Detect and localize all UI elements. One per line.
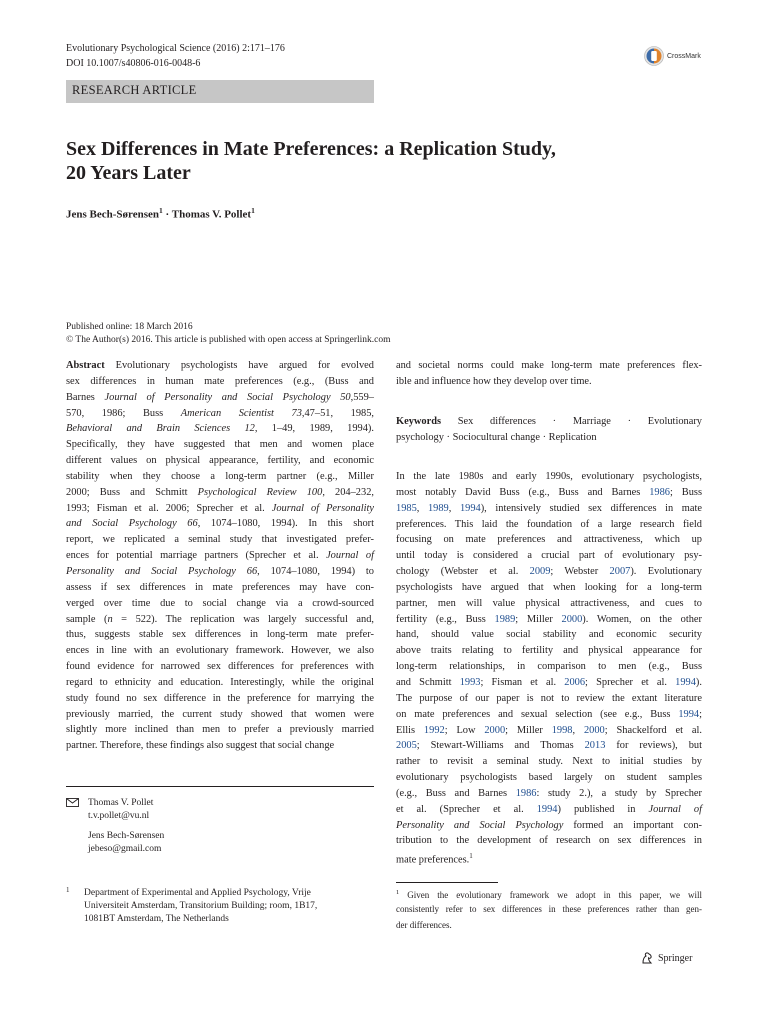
text-line [396, 374, 702, 390]
keywords [396, 414, 702, 446]
footnote-text: consistently refer to sex differences in these preferences rather than gen- [396, 903, 702, 914]
text-line [396, 532, 702, 548]
text-line [396, 659, 702, 675]
text-line [66, 580, 374, 596]
publisher-logo [640, 951, 692, 965]
italic-text: Journal of Personality and Social Psychology 50 [104, 391, 351, 403]
text-line [66, 627, 374, 643]
text-segment: and societal norms could make long-term mate preferences flex- [396, 360, 702, 371]
envelope-icon [66, 798, 79, 807]
footnote-reference[interactable]: 1 [469, 852, 473, 861]
text-segment: ; Low [444, 724, 485, 736]
citation-link[interactable]: 2000 [561, 613, 583, 625]
text-segment: 570, 1986; Buss [66, 407, 181, 419]
author-affiliation-mark: 1 [251, 206, 255, 215]
affiliation-block [66, 887, 376, 926]
text-segment: ; Shackelford et al. [604, 724, 703, 736]
text-segment: mate preferences. [396, 854, 470, 866]
citation-link[interactable]: 2007 [609, 566, 631, 578]
text-line [66, 643, 374, 659]
text-line [396, 548, 702, 564]
text-segment: Ellis [396, 724, 424, 736]
italic-text: Journal of [326, 550, 374, 562]
text-line [66, 532, 374, 548]
italic-text: Journal of [648, 803, 702, 815]
text-segment: for reviews), but [605, 740, 702, 752]
citation-link[interactable]: 2009 [529, 566, 551, 578]
citation-link[interactable]: 1994 [459, 502, 481, 514]
affiliation-line: Universiteit Amsterdam, Transitorium Building; room, 1B17, [84, 901, 318, 911]
text-line [396, 596, 702, 612]
text-segment: ). Women, on the other [582, 613, 702, 625]
italic-text: American Scientist 73 [180, 407, 302, 419]
text-line [66, 453, 374, 469]
author-affiliation-mark: 1 [159, 206, 163, 215]
text-line [66, 564, 374, 580]
keywords-line: Sex differences · Marriage · Evolutionary [457, 416, 702, 427]
text-line [396, 802, 702, 818]
text-line [66, 374, 374, 390]
citation-link[interactable]: 2000 [484, 724, 506, 736]
text-segment: ,559– [350, 391, 374, 403]
text-line [396, 485, 702, 501]
text-line [396, 818, 702, 834]
text-line [66, 421, 374, 437]
text-segment: sex differences in human mate preferences (e.g., (Buss and [66, 375, 374, 387]
text-line [66, 612, 374, 628]
text-line [396, 723, 702, 739]
affiliation-line: Department of Experimental and Applied Psychology, Vrije [84, 888, 311, 898]
author-name[interactable]: Jens Bech-Sørensen [66, 208, 159, 221]
italic-text: and Social Psychology 66 [66, 518, 198, 530]
text-segment: ; Webster [550, 566, 610, 578]
text-segment: ; Fisman et al. [480, 676, 565, 688]
text-line [66, 516, 374, 532]
text-line [66, 691, 374, 707]
citation-link[interactable]: 1992 [423, 724, 445, 736]
article-type-banner [66, 80, 374, 103]
text-segment: report, we replicated a seminal study that investigated prefer- [66, 534, 374, 546]
text-line [66, 437, 374, 453]
text-segment: : study 2.), a study by Sprecher [536, 787, 702, 799]
text-segment: partner. Therefore, these findings also suggest that social change [66, 740, 335, 752]
footnote-mark: 1 [396, 889, 400, 896]
abstract [66, 358, 374, 754]
text-segment: ,47–51, 1985, [301, 407, 375, 419]
citation-link[interactable]: 2006 [564, 676, 586, 688]
text-segment: evolutionary psychologists based largely on student samples [396, 772, 702, 784]
citation-link[interactable]: 1998 [551, 724, 573, 736]
text-segment: ible and influence how they develop over time. [396, 375, 592, 387]
text-segment: ; [699, 708, 702, 720]
affiliation-line: 1081BT Amsterdam, The Netherlands [84, 914, 229, 924]
text-line [66, 485, 374, 501]
text-segment: ) published in [557, 803, 649, 815]
text-segment: verged over time due to social change via a crowd-sourced [66, 597, 374, 609]
text-segment: long-term relationships, in comparison to men (e.g., Buss [396, 661, 702, 673]
text-segment: ; Stewart-Williams and Thomas [416, 740, 585, 752]
text-segment: ences in line with an evolutionary framework. However, we also [66, 645, 374, 657]
text-segment: regard to ethnicity and education. Interestingly, while the original [66, 676, 374, 688]
text-line [66, 548, 374, 564]
author-name[interactable]: Thomas V. Pollet [171, 208, 252, 221]
text-segment: most notably David Buss (e.g., Buss and Barnes [396, 486, 650, 498]
article-title [66, 137, 666, 185]
text-line [396, 612, 702, 628]
text-segment: assess if sex differences in mate preferences may have con- [66, 581, 374, 593]
publication-info [66, 321, 391, 347]
text-segment: preferences. This laid the foundation of a large research field [396, 518, 702, 530]
text-line [396, 738, 702, 754]
text-segment: found evidence for narrowed sex differences for preferences with [66, 661, 374, 673]
text-segment: above traits relating to fertility and physical appearance for [396, 645, 702, 657]
italic-text: Journal of Personality [271, 502, 374, 514]
text-line [396, 691, 702, 707]
citation-link[interactable]: 1994 [675, 676, 696, 688]
correspondence-block [66, 797, 164, 856]
citation-link[interactable]: 1989 [494, 613, 516, 625]
text-line [396, 754, 702, 770]
text-segment: until today is considered a crucial part of evolutionary psy- [396, 550, 702, 562]
citation-link[interactable]: 1986 [515, 787, 537, 799]
text-line [66, 722, 374, 738]
text-segment: stability when they choose a long-term partner (e.g., Miller [66, 470, 374, 482]
text-line [396, 517, 702, 533]
crossmark-icon [644, 46, 664, 66]
correspondence-divider [66, 786, 374, 787]
text-line [396, 849, 702, 865]
doi-line[interactable]: DOI 10.1007/s40806-016-0048-6 [66, 58, 201, 69]
text-segment: study found no sex difference in the preference for marrying the [66, 692, 374, 704]
text-segment: , 1074–1080, 1994) to [257, 565, 374, 577]
footnote-divider [396, 882, 498, 883]
text-line [396, 643, 702, 659]
text-line [66, 738, 374, 754]
text-line [66, 596, 374, 612]
text-segment: ; Miller [505, 724, 552, 736]
text-segment: , 204–232, [322, 486, 374, 498]
crossmark-badge[interactable] [644, 44, 722, 68]
text-segment: sample ( [66, 613, 108, 625]
citation-link[interactable]: 1986 [649, 486, 670, 498]
text-segment: 1993; Fisman et al. 2006; Sprecher et al. [66, 502, 272, 514]
text-segment: ). [695, 676, 702, 688]
text-segment: ), intensively studied sex differences in mate [480, 502, 702, 514]
italic-text: Personality and Social Psychology [396, 819, 564, 831]
text-segment: on mate preferences and sexual selection (see e.g., Buss [396, 708, 679, 720]
publisher-name: Springer [658, 952, 693, 964]
italic-text: Personality and Social Psychology 66 [66, 565, 258, 577]
citation-link[interactable]: 1989 [427, 502, 449, 514]
section-heading: Abstract [66, 360, 105, 371]
author-list [66, 206, 255, 221]
text-segment: Barnes [66, 391, 105, 403]
text-segment: tribution to the development of research on sex differences in [396, 835, 702, 847]
text-line [66, 469, 374, 485]
text-line [66, 358, 374, 374]
text-segment: formed an important con- [563, 819, 702, 831]
text-segment: Evolutionary psychologists have argued for evolved [115, 360, 374, 371]
published-date: Published online: 18 March 2016 [66, 322, 193, 332]
citation-link[interactable]: 1994 [536, 803, 558, 815]
text-line [396, 833, 702, 849]
text-line [396, 627, 702, 643]
text-segment: , 1–49, 1989, 1994). [254, 423, 374, 435]
citation-link[interactable]: 1994 [678, 708, 700, 720]
text-segment: focusing on mate preferences and attractiveness, which up [396, 534, 702, 546]
text-segment: 2000; Buss and Schmitt [66, 486, 198, 498]
text-line [396, 501, 702, 517]
text-segment: , 1074–1080, 1994). In this short [197, 518, 374, 530]
text-segment: previously married, the current study showed that women were [66, 708, 374, 720]
text-segment: , [416, 502, 428, 514]
text-line [66, 406, 374, 422]
title-line-1: Sex Differences in Mate Preferences: a Replication Study, [66, 138, 556, 160]
text-line [396, 675, 702, 691]
text-line [396, 358, 702, 374]
text-line [66, 675, 374, 691]
abstract-continuation [396, 358, 702, 390]
text-segment: , [572, 724, 584, 736]
italic-text: Psychological Review 100 [197, 486, 323, 498]
text-segment: In the late 1980s and early 1990s, evolutionary psychologists, [396, 471, 702, 482]
text-segment: et al. (Sprecher et al. [396, 803, 537, 815]
affiliation-mark: 1 [66, 886, 70, 894]
text-line [396, 580, 702, 596]
text-segment: different values on physical appearance, fertility, and economic [66, 455, 374, 467]
second-author-email[interactable]: jebeso@gmail.com [88, 844, 162, 854]
text-segment: psychologists have argued that when looking for a long-term [396, 581, 702, 593]
text-line [66, 501, 374, 517]
journal-name-line: Evolutionary Psychological Science (2016) 2:171–176 [66, 43, 285, 54]
journal-citation [66, 41, 285, 71]
footnote-text: der differences. [396, 919, 452, 930]
text-line [396, 770, 702, 786]
text-line [396, 707, 702, 723]
text-segment: thus, suggests stable sex differences in long-term mate prefer- [66, 629, 374, 641]
text-segment: ; Buss [670, 486, 702, 498]
text-line [66, 707, 374, 723]
text-segment: Specifically, they have suggested that men and women place [66, 439, 374, 451]
text-segment: = 522). The replication was largely successful and, [112, 613, 374, 625]
italic-text: n [107, 613, 113, 625]
citation-link[interactable]: 2000 [583, 724, 605, 736]
introduction-body [396, 469, 702, 865]
text-line [396, 786, 702, 802]
text-segment: hand, should value social stability and economic security [396, 629, 702, 641]
text-segment: ; Sprecher et al. [585, 676, 676, 688]
springer-horse-icon [640, 951, 654, 965]
crossmark-label: CrossMark [667, 52, 701, 60]
citation-link[interactable]: 1993 [459, 676, 481, 688]
text-line [396, 564, 702, 580]
text-segment: and Schmitt [396, 676, 460, 688]
keywords-line: psychology · Sociocultural change · Replication [396, 431, 597, 443]
second-author-name: Jens Bech-Sørensen [88, 831, 165, 841]
citation-link[interactable]: 2005 [396, 740, 417, 752]
text-line [66, 659, 374, 675]
text-segment: (e.g., Buss and Barnes [396, 787, 516, 799]
corresponding-author-name: Thomas V. Pollet [88, 798, 154, 808]
citation-link[interactable]: 2013 [584, 740, 606, 752]
text-segment: ; Miller [515, 613, 562, 625]
corresponding-author-email[interactable]: t.v.pollet@vu.nl [88, 811, 150, 821]
text-segment: partner, men will value physical attractiveness, and cues to [396, 597, 702, 609]
text-segment: slightly more inclined than men to prefer a previously married [66, 724, 374, 736]
text-segment: ences for potential marriage partners (Sprecher et al. [66, 550, 327, 562]
text-segment: chology (Webster et al. [396, 566, 530, 578]
italic-text: Behavioral and Brain Sciences 12 [66, 423, 255, 435]
keywords-heading: Keywords [396, 416, 442, 427]
text-line [66, 390, 374, 406]
text-segment: , [448, 502, 460, 514]
article-type-label: RESEARCH ARTICLE [72, 83, 197, 97]
text-segment: ). Evolutionary [630, 566, 702, 578]
text-segment: rather to revisit a seminal study. Next to initial studies by [396, 756, 702, 768]
text-segment: The purpose of our paper is not to review the extant literature [396, 692, 702, 704]
author-separator: · [162, 208, 172, 221]
footnote [396, 887, 702, 935]
text-line [396, 469, 702, 485]
text-segment: fertility (e.g., Buss [396, 613, 495, 625]
title-line-2: 20 Years Later [66, 162, 191, 184]
copyright-line: © The Author(s) 2016. This article is published with open access at Springerlink.com [66, 335, 391, 345]
footnote-text: Given the evolutionary framework we adopt in this paper, we will [399, 890, 702, 900]
citation-link[interactable]: 1985 [396, 502, 417, 514]
